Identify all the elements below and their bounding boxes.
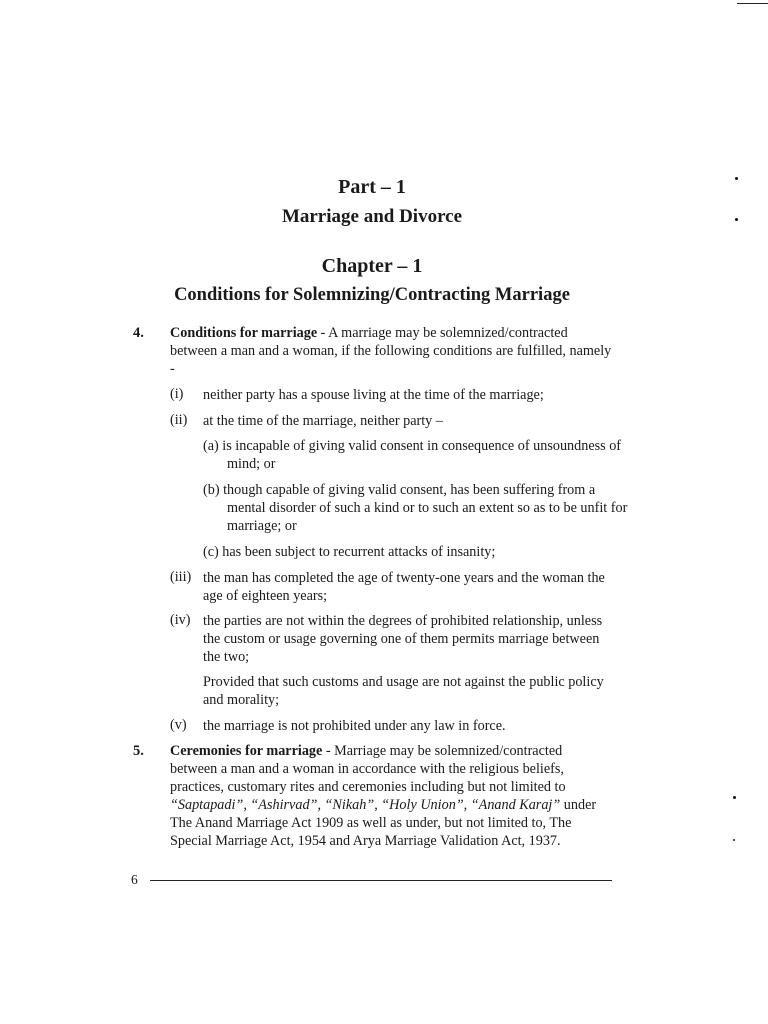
section-number: 4.: [133, 325, 144, 341]
footer-rule: [150, 880, 612, 881]
item-text: the man has completed the age of twenty-one years and the woman the age of eighteen years;: [203, 570, 605, 604]
item-label: (i): [170, 386, 184, 402]
ceremony-term: “Holy Union”: [381, 797, 464, 813]
section-intro-text: - A marriage may be solemnized/contracted between a man and a woman, if the following conditions are fulfilled, namely -: [170, 325, 612, 377]
section-heading: Conditions for marriage: [170, 325, 318, 341]
ceremony-term: “Nikah”: [324, 797, 375, 813]
section-number: 5.: [133, 743, 144, 759]
section-5-text: Ceremonies for marriage - Marriage may be solemnized/contracted between a man and a woman in accordance with the religious beliefs, practices, customary rites and ceremonies including but not limited to “Saptapadi”, “Ashirvad”, “Nikah”, “Holy Union”, “Anand Karaj” under The Anand Marriage Act 1909 as well as under, but not limited to, The Special Marriage Act, 1954 and Arya Marriage Validation Act, 1937.: [170, 743, 597, 849]
item-label: (iii): [170, 569, 192, 585]
item-text: the parties are not within the degrees of prohibited relationship, unless the custom or usage governing one of them permits marriage between the two;: [203, 613, 603, 665]
page-number: 6: [131, 872, 138, 887]
section-heading: Ceremonies for marriage: [170, 743, 323, 759]
item-text: the marriage is not prohibited under any law in force.: [203, 718, 506, 734]
chapter-heading: Chapter – 1: [321, 255, 423, 277]
chapter-title: Conditions for Solemnizing/Contracting Marriage: [174, 285, 570, 305]
item-label: (ii): [170, 412, 188, 428]
section-outro-text: under The Anand Marriage Act 1909 as well as under, but not limited to, The Special Marriage Act, 1954 and Arya Marriage Validation Act, 1937.: [170, 797, 597, 849]
part-heading: Part – 1: [338, 176, 406, 198]
subitem-text: (a) is incapable of giving valid consent in consequence of unsoundness of mind; or: [203, 438, 622, 472]
subitem-text: (c) has been subject to recurrent attacks of insanity;: [203, 544, 496, 560]
item-text: at the time of the marriage, neither party –: [203, 413, 443, 429]
ceremony-term: “Saptapadi”: [170, 797, 244, 813]
ceremony-term: “Anand Karaj”: [470, 797, 561, 813]
scan-speck: [733, 796, 736, 799]
ceremony-term: “Ashirvad”: [250, 797, 318, 813]
section-intro-text: - Marriage may be solemnized/contracted between a man and a woman in accordance with the religious beliefs, practices, customary rites and ceremonies including but not limited to: [170, 743, 566, 795]
section-4-intro: [170, 324, 613, 378]
item-label: (v): [170, 717, 187, 733]
item-label: (iv): [170, 612, 191, 628]
item-text: neither party has a spouse living at the time of the marriage;: [203, 387, 544, 403]
subitem-text: (b) though capable of giving valid consent, has been suffering from a mental disorder of such a kind or to such an extent so as to be unfit for marriage; or: [203, 482, 628, 534]
top-edge-rule: [737, 3, 768, 4]
scan-speck: [733, 839, 735, 841]
proviso-text: Provided that such customs and usage are not against the public policy and morality;: [203, 674, 604, 708]
part-title: Marriage and Divorce: [281, 206, 463, 227]
